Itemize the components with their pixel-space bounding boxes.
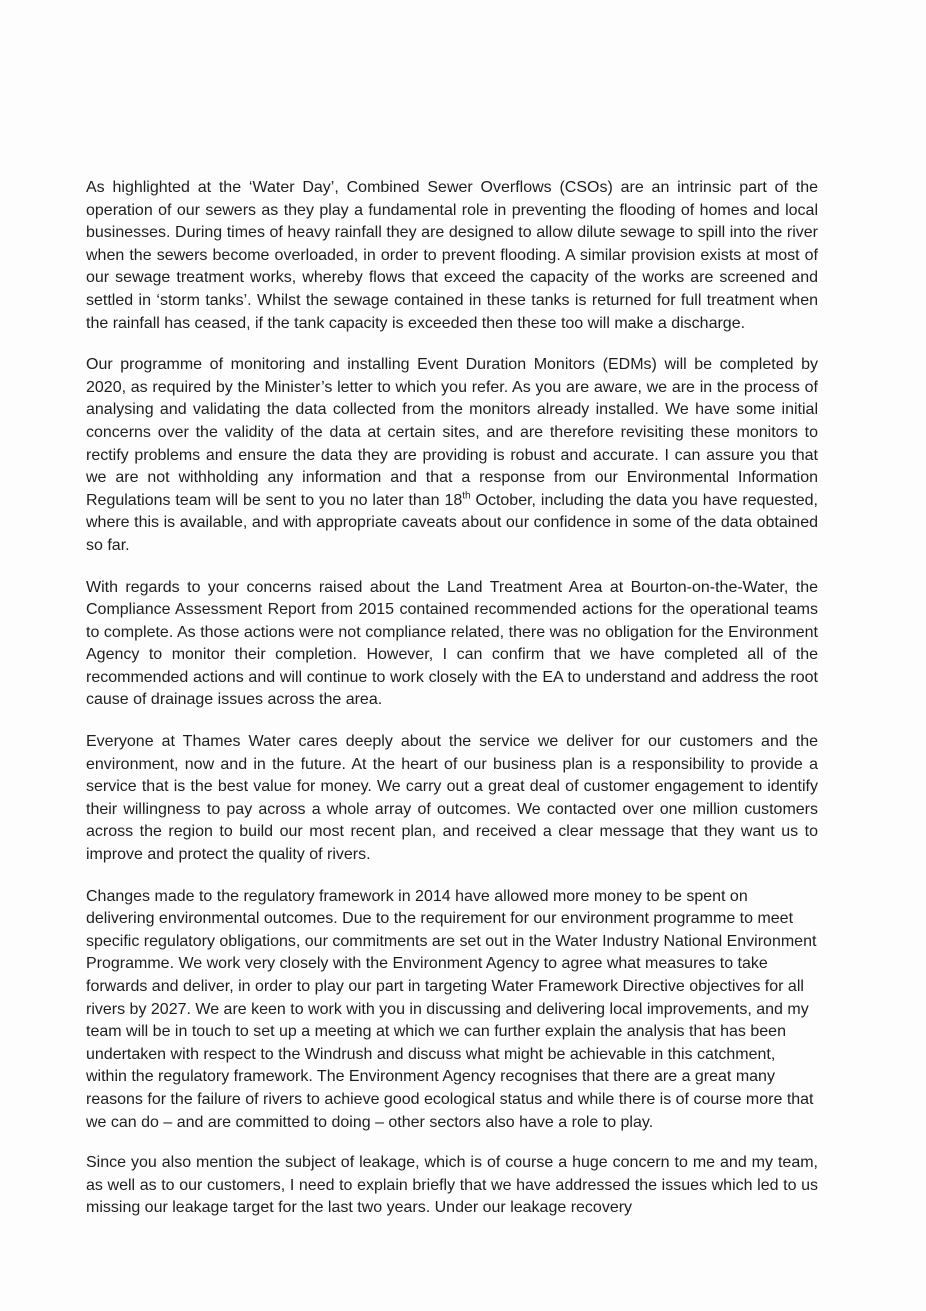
paragraph-edm-text-start: Our programme of monitoring and installing Event Duration Monitors (EDMs) will be completed by 2020, as required by the Minister’s letter to which you refer. As you are aware, we are in the process of analysing and validating the data collected from the monitors already installed. We have some initial concerns over the validity of the data at certain sites, and are therefore revisiting these monitors to rectify problems and ensure the data they are providing is robust and accurate. I can assure you that we are not withholding any information and that a response from our Environmental Information Regulations team will be sent to you no later than 18 [86, 356, 818, 509]
paragraph-edm [86, 354, 818, 557]
paragraph-land-treatment: With regards to your concerns raised about the Land Treatment Area at Bourton-on-the-Water, the Compliance Assessment Report from 2015 contained recommended actions for the operational teams to complete. As those actions were not compliance related, there was no obligation for the Environment Agency to monitor their completion. However, I can confirm that we have completed all of the recommended actions and will continue to work closely with the EA to understand and address the root cause of drainage issues across the area. [86, 578, 818, 709]
paragraph-edm-text-end: October, including the data you have requested, where this is available, and with appropriate caveats about our confidence in some of the data obtained so far. [86, 491, 819, 554]
ordinal-suffix: th [462, 490, 471, 502]
paragraph-customer-service: Everyone at Thames Water cares deeply about the service we deliver for our customers and the environment, now and in the future. At the heart of our business plan is a responsibility to provide a service that is the best value for money. We carry out a great deal of customer engagement to identify their willingness to pay across a whole array of outcomes. We contacted over one million customers across the region to build our most recent plan, and received a clear message that they want us to improve and protect the quality of rivers. [86, 733, 818, 864]
letter-body [86, 177, 818, 1239]
paragraph-cso: As highlighted at the ‘Water Day’, Combined Sewer Overflows (CSOs) are an intrinsic part of the operation of our sewers as they play a fundamental role in preventing the flooding of homes and local businesses. During times of heavy rainfall they are designed to allow dilute sewage to spill into the river when the sewers become overloaded, in order to prevent flooding. A similar provision exists at most of our sewage treatment works, whereby flows that exceed the capacity of the works are screened and settled in ‘storm tanks’. Whilst the sewage contained in these tanks is returned for full treatment when the rainfall has ceased, if the tank capacity is exceeded then these too will make a discharge. [86, 179, 818, 332]
paragraph-regulatory-framework: Changes made to the regulatory framework in 2014 have allowed more money to be spent on delivering environmental outcomes. Due to the requirement for our environment programme to meet specific regulatory obligations, our commitments are set out in the Water Industry National Environment Programme. We work very closely with the Environment Agency to agree what measures to take forwards and deliver, in order to play our part in targeting Water Framework Directive objectives for all rivers by 2027. We are keen to work with you in discussing and delivering local improvements, and my team will be in touch to set up a meeting at which we can further explain the analysis that has been undertaken with respect to the Windrush and discuss what might be achievable in this catchment, within the regulatory framework. The Environment Agency recognises that there are a great many reasons for the failure of rivers to achieve good ecological status and while there is of course more that we can do – and are committed to doing – other sectors also have a role to play. [86, 887, 817, 1131]
paragraph-leakage: Since you also mention the subject of leakage, which is of course a huge concern to me and my team, as well as to our customers, I need to explain briefly that we have addressed the issues which led to us missing our leakage target for the last two years. Under our leakage recovery [86, 1154, 818, 1217]
